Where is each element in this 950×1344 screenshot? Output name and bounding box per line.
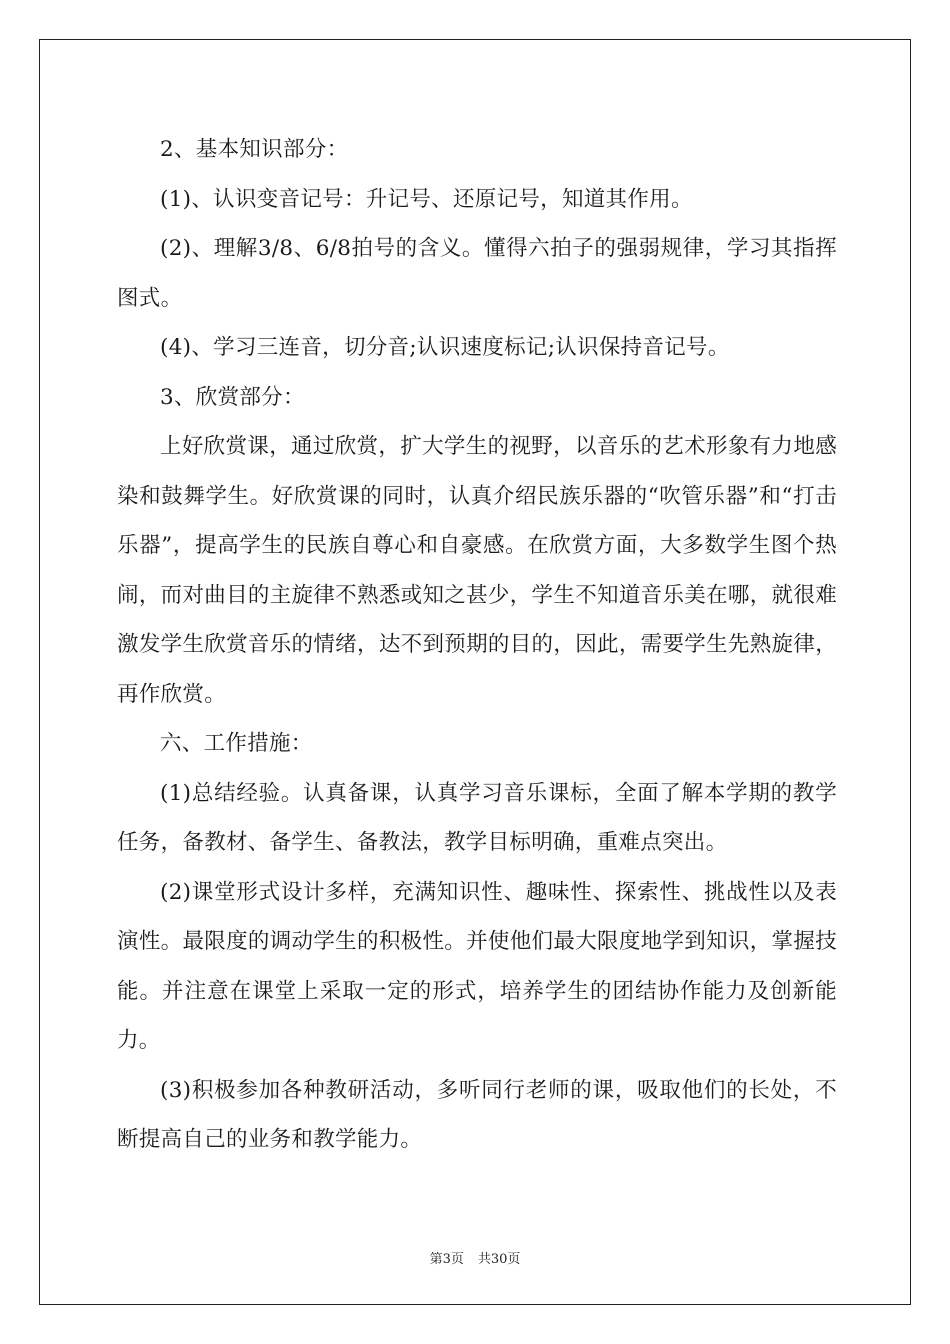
paragraph-appreciation-heading: 3、欣赏部分： <box>160 384 305 410</box>
paragraph-measure-2: (2)课堂形式设计多样，充满知识性、趣味性、探索性、挑战性以及表演性。最限度的调动学生的积极性。并使他们最大限度地学到知识，掌握技能。并注意在课堂上采取一定的形式，培养学生的团结协作能力及创新能力。 <box>117 879 837 1053</box>
paragraph-measures-heading: 六、工作措施： <box>160 731 313 756</box>
page-total: 共30页 <box>477 1252 521 1267</box>
paragraph-item-4: (4)、学习三连音，切分音;认识速度标记;认识保持音记号。 <box>160 335 730 360</box>
paragraph-item-2: (2)、理解3/8、6/8拍号的含义。懂得六拍子的强弱规律，学习其指挥图式。 <box>117 236 837 311</box>
paragraph-measure-3: (3)积极参加各种教研活动，多听同行老师的课，吸取他们的长处，不断提高自己的业务和教学能力。 <box>117 1077 837 1152</box>
page-number: 第3页 <box>429 1252 464 1267</box>
document-body <box>117 125 837 1165</box>
page-footer <box>0 1248 950 1267</box>
paragraph-item-1: (1)、认识变音记号：升记号、还原记号，知道其作用。 <box>160 186 693 212</box>
paragraph-measure-1: (1)总结经验。认真备课，认真学习音乐课标，全面了解本学期的教学任务，备教材、备学生、备教法，教学目标明确，重难点突出。 <box>117 780 837 855</box>
paragraph-appreciation-body: 上好欣赏课，通过欣赏，扩大学生的视野，以音乐的艺术形象有力地感染和鼓舞学生。好欣赏课的同时，认真介绍民族乐器的“吹管乐器”和“打击乐器”，提高学生的民族自尊心和自豪感。在欣赏方面，大多数学生图个热闹，而对曲目的主旋律不熟悉或知之甚少，学生不知道音乐美在哪，就很难激发学生欣赏音乐的情绪，达不到预期的目的，因此，需要学生先熟旋律，再作欣赏。 <box>117 434 837 707</box>
paragraph-basic-knowledge-heading: 2、基本知识部分： <box>160 137 349 162</box>
